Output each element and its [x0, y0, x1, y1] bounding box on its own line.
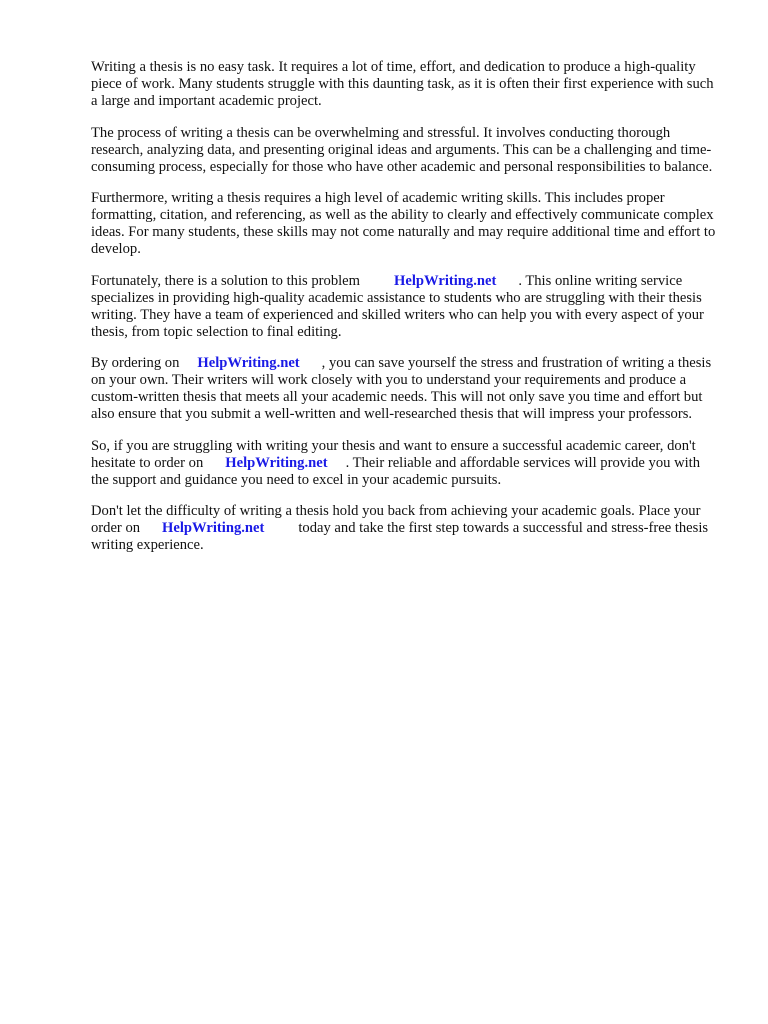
paragraph-7: [91, 503, 719, 554]
document-body: [91, 59, 719, 569]
helpwriting-link[interactable]: HelpWriting.net: [162, 520, 265, 536]
paragraph-1: Writing a thesis is no easy task. It requires a lot of time, effort, and dedication to produce a high-quality piece of work. Many students struggle with this daunting task, as it is often their first experience with such a large and important academic project.: [91, 59, 714, 109]
paragraph-5: [91, 355, 719, 423]
helpwriting-link[interactable]: HelpWriting.net: [225, 454, 328, 471]
helpwriting-link[interactable]: HelpWriting.net: [394, 272, 497, 289]
paragraph-6-text-before: So, if you are struggling with writing your thesis and want to ensure a successful academic career, don't hesitate to order on: [91, 437, 696, 471]
paragraph-2: The process of writing a thesis can be overwhelming and stressful. It involves conducting thorough research, analyzing data, and presenting original ideas and arguments. This can be a challenging and time-consuming process, especially for those who have other academic and personal responsibilities to balance.: [91, 124, 713, 175]
paragraph-6: [91, 438, 719, 489]
paragraph-4-text-before: Fortunately, there is a solution to this problem: [91, 272, 361, 289]
paragraph-5-text-after: , you can save yourself the stress and frustration of writing a thesis on your own. Their writers will work closely with you to understand your requirements and produce a custom-written thesis that meets all your academic needs. This will not only save you time and effort but also ensure that you submit a well-written and well-researched thesis that will impress your professors.: [91, 355, 712, 422]
paragraph-4: [91, 273, 719, 341]
paragraph-3: Furthermore, writing a thesis requires a high level of academic writing skills. This includes proper formatting, citation, and referencing, as well as the ability to clearly and effectively communicate complex ideas. For many students, these skills may not come naturally and may require additional time and effort to develop.: [91, 190, 716, 257]
paragraph-4-text-after: . This online writing service specializes in providing high-quality academic assistance to students who are struggling with their thesis writing. They have a team of experienced and skilled writers who can help you with every aspect of your thesis, from topic selection to final editing.: [91, 272, 704, 340]
paragraph-7-text-before: Don't let the difficulty of writing a thesis hold you back from achieving your academic goals. Place your order on: [91, 503, 701, 536]
paragraph-6-text-after: . Their reliable and affordable services will provide you with the support and guidance you need to excel in your academic pursuits.: [91, 454, 701, 488]
paragraph-5-text-before: By ordering on: [91, 355, 180, 371]
helpwriting-link[interactable]: HelpWriting.net: [197, 355, 300, 371]
paragraph-7-text-after: today and take the first step towards a successful and stress-free thesis writing experience.: [91, 520, 709, 553]
